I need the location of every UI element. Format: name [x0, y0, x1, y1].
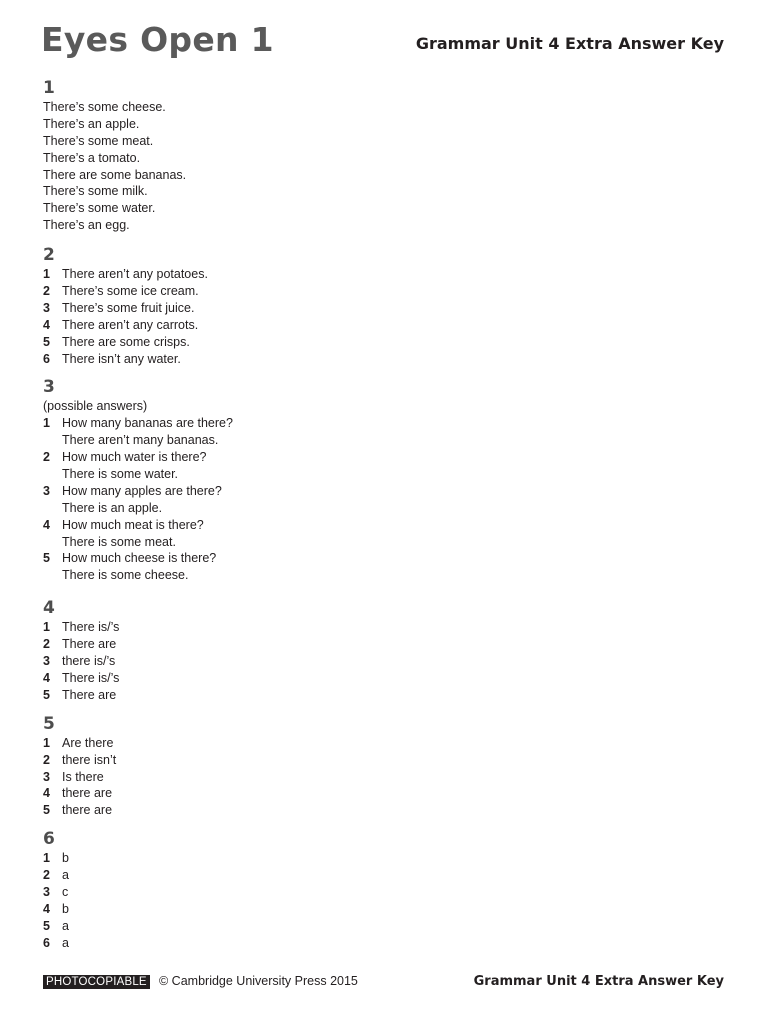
list-item: [43, 901, 443, 918]
answer-line: There’s some meat.: [43, 133, 154, 148]
answer-text: There is some cheese.: [62, 568, 189, 583]
list-item: [43, 300, 443, 317]
section-heading: 6: [43, 829, 55, 850]
item-text: There’s some ice cream.: [62, 284, 199, 299]
answer-line: There are some bananas.: [43, 167, 187, 182]
answer-key-content: [43, 78, 443, 952]
item-text: c: [62, 884, 69, 899]
question-text: How many bananas are there?: [62, 416, 233, 431]
item-text: There aren’t any potatoes.: [62, 267, 208, 282]
list-item: [43, 283, 443, 300]
item-number: 3: [43, 300, 50, 315]
item-number: 2: [43, 284, 50, 299]
item-text: There are: [62, 687, 117, 702]
item-number: 5: [43, 687, 50, 702]
item-number: 1: [43, 620, 50, 635]
item-number: 2: [43, 450, 50, 465]
item-text: b: [62, 901, 69, 916]
item-text: There is/’s: [62, 670, 120, 685]
question-text: How much meat is there?: [62, 517, 204, 532]
section-heading: 4: [43, 598, 55, 619]
section-4: [43, 598, 443, 703]
item-number: 2: [43, 752, 50, 767]
item-text: there are: [62, 786, 113, 801]
item-text: Is there: [62, 769, 104, 784]
copyright-notice: © Cambridge University Press 2015: [159, 974, 358, 988]
page-title: Grammar Unit 4 Extra Answer Key: [415, 34, 724, 53]
list-item: [43, 935, 443, 952]
photocopiable-badge: PHOTOCOPIABLE: [43, 975, 150, 989]
page-footer: [43, 972, 724, 992]
item-number: 1: [43, 416, 50, 431]
list-item: [43, 351, 443, 368]
item-text: There is/’s: [62, 620, 120, 635]
list-item: [43, 653, 443, 670]
item-number: 5: [43, 334, 50, 349]
item-text: there are: [62, 803, 113, 818]
item-number: 6: [43, 935, 50, 950]
section-1: [43, 78, 443, 234]
question-text: How many apples are there?: [62, 483, 222, 498]
item-text: Are there: [62, 735, 114, 750]
list-item: [43, 850, 443, 867]
item-number: 5: [43, 551, 50, 566]
question-item: [43, 483, 443, 500]
list-item: [43, 769, 443, 786]
item-number: 5: [43, 918, 50, 933]
list-item: [43, 266, 443, 283]
section-heading: 5: [43, 713, 55, 734]
answer-line: There’s some cheese.: [43, 100, 166, 114]
list-item: [43, 752, 443, 769]
item-number: 4: [43, 317, 50, 332]
item-number: 5: [43, 803, 50, 818]
question-item: [43, 550, 443, 567]
section-5: [43, 714, 443, 819]
item-number: 4: [43, 786, 50, 801]
item-text: a: [62, 868, 69, 883]
item-number: 3: [43, 769, 50, 784]
section-2: [43, 245, 443, 367]
list-item: [43, 867, 443, 884]
item-number: 3: [43, 654, 50, 669]
item-number: 1: [43, 851, 50, 866]
item-text: there isn’t: [62, 752, 117, 767]
item-text: There isn’t any water.: [62, 351, 181, 366]
item-number: 2: [43, 868, 50, 883]
list-item: [43, 670, 443, 687]
answer-line: There’s an egg.: [43, 218, 130, 233]
section-3: [43, 377, 443, 584]
brand-title: Eyes Open 1: [41, 20, 274, 59]
question-text: How much cheese is there?: [62, 551, 217, 566]
list-item: [43, 802, 443, 819]
item-number: 1: [43, 267, 50, 282]
section-6: [43, 829, 443, 951]
answer-line: There’s some milk.: [43, 184, 148, 199]
question-item: [43, 449, 443, 466]
footer-title: Grammar Unit 4 Extra Answer Key: [473, 974, 724, 989]
list-item: [43, 334, 443, 351]
list-item: [43, 918, 443, 935]
item-text: b: [62, 851, 69, 866]
item-text: There’s some fruit juice.: [62, 300, 195, 315]
answer-text: There is an apple.: [62, 500, 163, 515]
section-heading: 2: [43, 245, 55, 266]
item-number: 2: [43, 637, 50, 652]
item-text: There are: [62, 637, 117, 652]
item-number: 3: [43, 483, 50, 498]
list-item: [43, 636, 443, 653]
item-text: a: [62, 935, 69, 950]
item-text: a: [62, 918, 69, 933]
list-item: [43, 735, 443, 752]
item-number: 4: [43, 901, 50, 916]
answer-line: There’s a tomato.: [43, 150, 141, 165]
section-heading: 1: [43, 78, 55, 98]
answer-text: There aren’t many bananas.: [62, 433, 219, 448]
answer-text: There is some meat.: [62, 534, 176, 549]
question-item: [43, 415, 443, 432]
item-text: there is/’s: [62, 654, 116, 669]
section-note: (possible answers): [43, 399, 148, 414]
list-item: [43, 687, 443, 704]
item-number: 3: [43, 884, 50, 899]
question-text: How much water is there?: [62, 450, 207, 465]
question-item: [43, 517, 443, 534]
item-text: There are some crisps.: [62, 334, 190, 349]
answer-line: There’s an apple.: [43, 116, 140, 131]
item-number: 1: [43, 735, 50, 750]
list-item: [43, 785, 443, 802]
list-item: [43, 884, 443, 901]
item-number: 4: [43, 670, 50, 685]
list-item: [43, 317, 443, 334]
section-heading: 3: [43, 377, 55, 398]
item-number: 4: [43, 517, 50, 532]
answer-text: There is some water.: [62, 467, 179, 482]
list-item: [43, 619, 443, 636]
item-text: There aren’t any carrots.: [62, 317, 199, 332]
item-number: 6: [43, 351, 50, 366]
answer-line: There’s some water.: [43, 201, 156, 216]
